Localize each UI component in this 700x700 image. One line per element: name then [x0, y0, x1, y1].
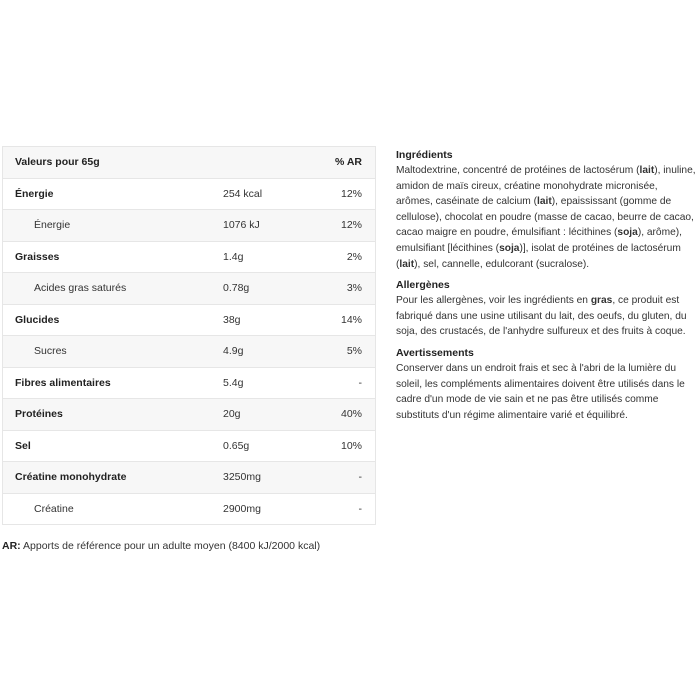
nutrient-value: 0.65g — [223, 430, 307, 462]
nutrient-ar: 2% — [307, 241, 375, 273]
nutrient-ar: 12% — [307, 178, 375, 210]
allergen-highlight: soja — [617, 227, 638, 239]
nutrient-value: 4.9g — [223, 336, 307, 368]
nutrient-name: Sel — [3, 430, 224, 462]
nutrient-ar: 5% — [307, 336, 375, 368]
nutrient-name: Créatine — [3, 493, 224, 525]
nutrient-ar: 14% — [307, 304, 375, 336]
nutrient-name: Acides gras saturés — [3, 273, 224, 305]
table-row — [3, 336, 376, 368]
nutrient-value: 5.4g — [223, 367, 307, 399]
text-segment: ), sel, cannelle, edulcorant (sucralose). — [414, 258, 590, 270]
warnings-title: Avertissements — [396, 346, 474, 359]
nutrient-ar: 12% — [307, 210, 375, 242]
table-row — [3, 462, 376, 494]
nutrient-ar: - — [307, 493, 375, 525]
nutrient-value: 2900mg — [223, 493, 307, 525]
footnote-text: Apports de référence pour un adulte moyen (8400 kJ/2000 kcal) — [20, 540, 321, 552]
footnote — [2, 540, 320, 552]
allergens-title: Allergènes — [396, 279, 450, 292]
nutrient-value: 3250mg — [223, 462, 307, 494]
nutrition-table — [2, 146, 376, 525]
text-segment: ), epaississant (gomme de cellulose), chocolat en poudre (masse de cacao, beurre de cacao, cacao maigre en poudre, émulsifiant : lécithines ( — [396, 196, 694, 239]
footnote-label: AR: — [2, 540, 21, 552]
text-segment: Conserver dans un endroit frais et sec à l'abri de la lumière du soleil, les compléments alimentaires doivent être utilisés dans le cadre d'un mode de vie sain et ne pas être utilisés comme substituts d'un régime alimentaire varié et équilibré. — [396, 362, 685, 421]
nutrient-value: 1.4g — [223, 241, 307, 273]
nutrient-value: 1076 kJ — [223, 210, 307, 242]
nutrient-name: Sucres — [3, 336, 224, 368]
nutrient-ar: - — [307, 367, 375, 399]
nutrient-ar: 40% — [307, 399, 375, 431]
nutrient-value: 254 kcal — [223, 178, 307, 210]
table-row — [3, 241, 376, 273]
nutrient-name: Énergie — [3, 178, 224, 210]
nutrient-value: 38g — [223, 304, 307, 336]
table-row — [3, 210, 376, 242]
warnings-text — [396, 361, 696, 423]
allergen-highlight: soja — [499, 242, 520, 254]
nutrient-name: Protéines — [3, 399, 224, 431]
ingredients-title: Ingrédients — [396, 149, 453, 161]
table-row — [3, 399, 376, 431]
text-segment: ), inuline, amidon de maïs cireux, créatine monohydrate micronisée, arômes, caséinate de calcium ( — [396, 165, 696, 208]
nutrient-name: Fibres alimentaires — [3, 367, 224, 399]
header-label: Valeurs pour 65g — [3, 147, 224, 179]
table-row — [3, 430, 376, 462]
table-header-row — [3, 147, 376, 179]
table-row — [3, 493, 376, 525]
nutrient-name: Glucides — [3, 304, 224, 336]
nutrient-ar: 10% — [307, 430, 375, 462]
allergens-text — [396, 293, 696, 340]
allergen-highlight: lait — [537, 196, 552, 208]
nutrient-name: Énergie — [3, 210, 224, 242]
nutrient-ar: - — [307, 462, 375, 494]
nutrient-value: 0.78g — [223, 273, 307, 305]
nutrient-value: 20g — [223, 399, 307, 431]
table-row — [3, 178, 376, 210]
allergen-highlight: lait — [399, 258, 415, 270]
text-segment: )], isolat de protéines de lactosérum ( — [396, 242, 681, 270]
table-row — [3, 367, 376, 399]
nutrient-name: Graisses — [3, 241, 224, 273]
header-ar: % AR — [307, 147, 375, 179]
allergen-highlight: gras — [590, 295, 613, 307]
ingredients-text — [396, 163, 696, 272]
text-segment: , ce produit est fabriqué dans une usine utilisant du lait, des oeufs, du gluten, du soja, des crustacés, de l'anhydre sulfureux et des fruits à coque. — [396, 295, 687, 338]
allergen-highlight: lait — [639, 165, 655, 176]
text-segment: ), arôme), emulsifiant [lécithines ( — [396, 227, 682, 254]
product-info — [396, 148, 696, 429]
table-row — [3, 273, 376, 305]
text-segment: Maltodextrine, concentré de protéines de lactosérum ( — [396, 165, 640, 176]
nutrient-ar: 3% — [307, 273, 375, 305]
nutrient-name: Créatine monohydrate — [3, 462, 224, 494]
text-segment: Pour les allergènes, voir les ingrédients en — [396, 295, 591, 307]
table-row — [3, 304, 376, 336]
header-value — [223, 147, 307, 179]
